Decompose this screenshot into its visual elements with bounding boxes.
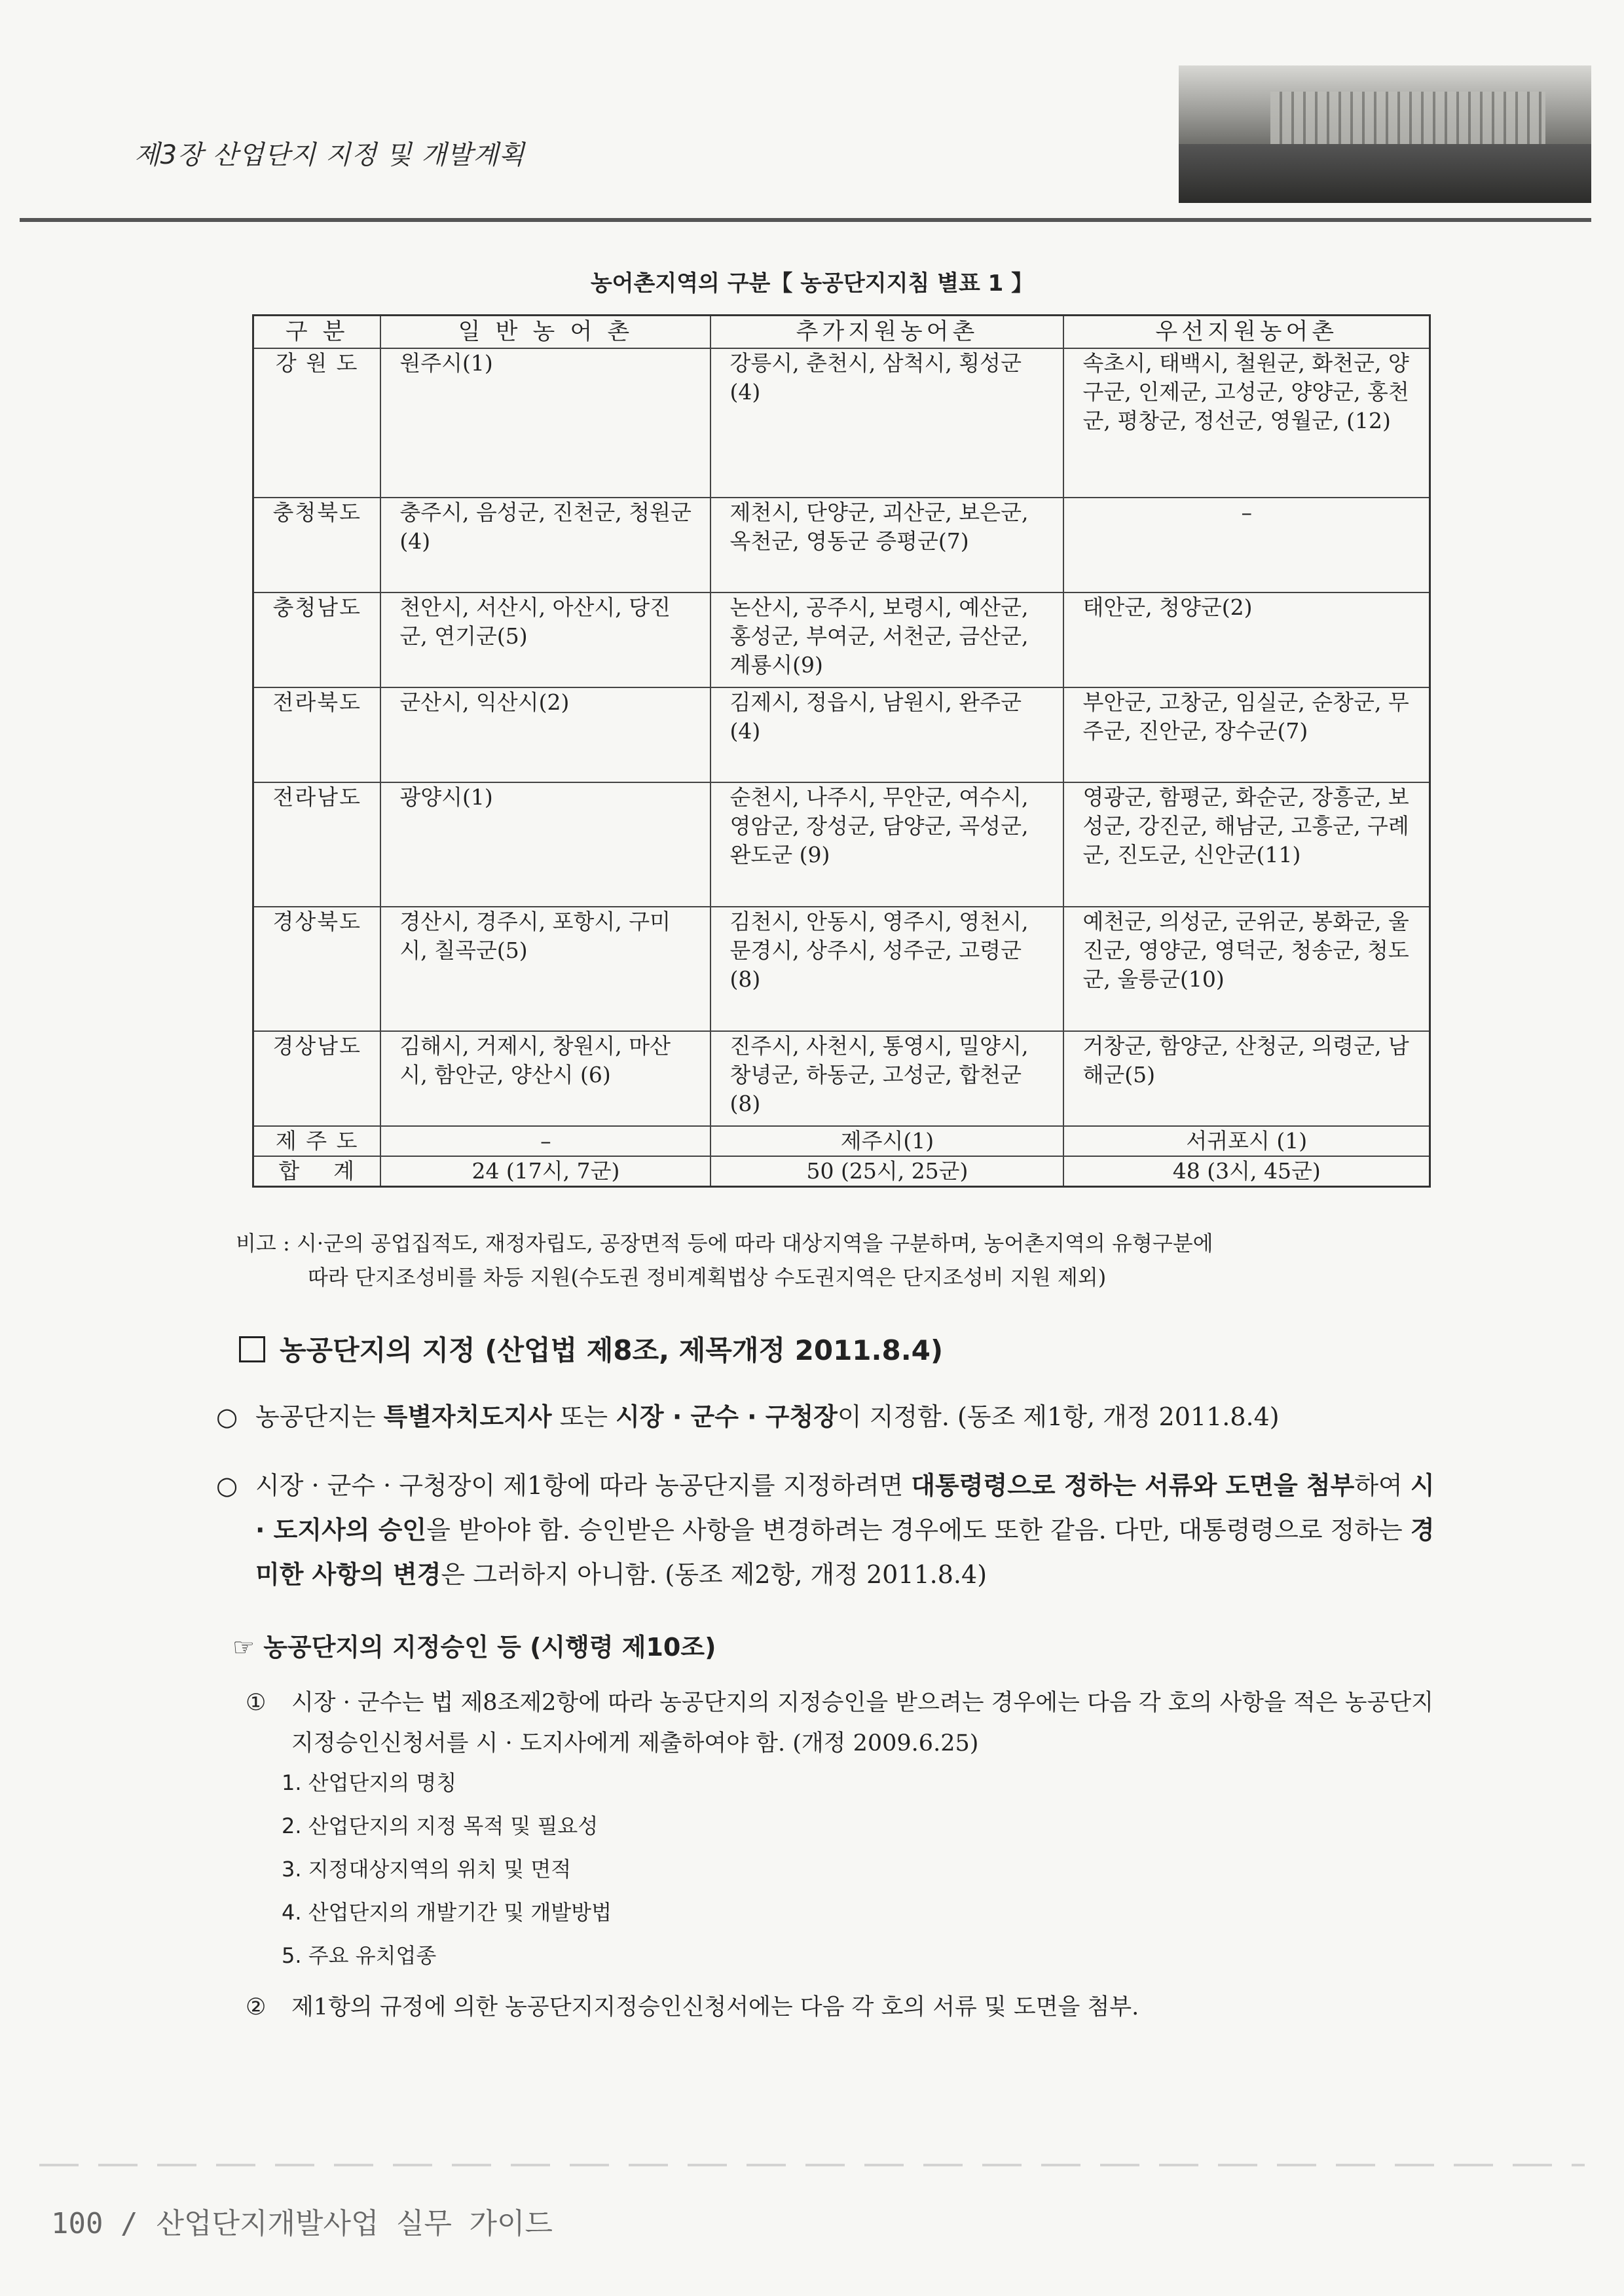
general-cell: 24 (17시, 7군) xyxy=(380,1156,710,1187)
additional-cell: 강릉시, 춘천시, 삼척시, 횡성군(4) xyxy=(710,348,1063,498)
required-items-list xyxy=(282,1761,612,1977)
table-row xyxy=(253,907,1430,1031)
bullet-icon: ○ xyxy=(216,1402,238,1431)
clause-number: ① xyxy=(246,1690,267,1716)
chapter-title: 제3장 산업단지 지정 및 개발계획 xyxy=(134,140,525,170)
region-cell: 전라북도 xyxy=(253,687,381,782)
section-title-text: 농공단지의 지정 (산업법 제8조, 제목개정 2011.8.4) xyxy=(280,1334,944,1366)
general-cell: 원주시(1) xyxy=(380,348,710,498)
book-title: 산업단지개발사업 실무 가이드 xyxy=(156,2207,553,2240)
region-cell: 제 주 도 xyxy=(253,1126,381,1156)
list-item: 1. 산업단지의 명칭 xyxy=(282,1770,457,1795)
region-cell: 강 원 도 xyxy=(253,348,381,498)
paragraph xyxy=(216,1394,1447,1439)
paragraph xyxy=(216,1463,1447,1597)
table-row xyxy=(253,782,1430,907)
region-cell: 경상남도 xyxy=(253,1031,381,1126)
additional-cell: 제주시(1) xyxy=(710,1126,1063,1156)
header-rule xyxy=(20,218,1591,222)
priority-cell: 속초시, 태백시, 철원군, 화천군, 양구군, 인제군, 고성군, 양양군, 홍천군, 평창군, 정선군, 영월군, (12) xyxy=(1063,348,1430,498)
table-row xyxy=(253,592,1430,687)
note-line: 비고 : 시·군의 공업집적도, 재정자립도, 공장면적 등에 따라 대상지역을 구분하며, 농어촌지역의 유형구분에 xyxy=(236,1231,1213,1256)
additional-cell: 진주시, 사천시, 통영시, 밀양시, 창녕군, 하동군, 고성군, 합천군(8) xyxy=(710,1031,1063,1126)
clause-text: 제1항의 규정에 의한 농공단지지정승인신청서에는 다음 각 호의 서류 및 도면을 첨부. xyxy=(291,1994,1139,2020)
region-cell: 경상북도 xyxy=(253,907,381,1031)
table-total-row xyxy=(253,1156,1430,1187)
additional-cell: 김천시, 안동시, 영주시, 영천시, 문경시, 상주시, 성주군, 고령군(8) xyxy=(710,907,1063,1031)
numbered-clause xyxy=(246,1683,1444,1764)
priority-cell: 영광군, 함평군, 화순군, 장흥군, 보성군, 강진군, 해남군, 고흥군, 구례군, 진도군, 신안군(11) xyxy=(1063,782,1430,907)
region-cell: 합 계 xyxy=(253,1156,381,1187)
paragraph-text: 시장 · 군수 · 구청장이 제1항에 따라 농공단지를 지정하려면 대통령령으로 정하는 서류와 도면을 첨부하여 시 · 도지사의 승인을 받아야 함. 승인받은 사항을 변경하려는 경우에도 또한 같음. 다만, 대통령령으로 정하는 경미한 사항의 변경은 그러하지 아니함. (동조 제2항, 개정 2011.8.4) xyxy=(255,1471,1435,1589)
additional-cell: 제천시, 단양군, 괴산군, 보은군, 옥천군, 영동군 증평군(7) xyxy=(710,498,1063,592)
general-cell: 김해시, 거제시, 창원시, 마산시, 함안군, 양산시 (6) xyxy=(380,1031,710,1126)
numbered-clause xyxy=(246,1987,1444,2028)
column-header: 추가지원농어촌 xyxy=(710,316,1063,349)
general-cell: 광양시(1) xyxy=(380,782,710,907)
additional-cell: 논산시, 공주시, 보령시, 예산군, 홍성군, 부여군, 서천군, 금산군, 계룡시(9) xyxy=(710,592,1063,687)
list-item: 4. 산업단지의 개발기간 및 개발방법 xyxy=(282,1900,612,1925)
subsection-title: ☞ 농공단지의 지정승인 등 (시행령 제10조) xyxy=(232,1633,716,1662)
clause-number: ② xyxy=(246,1994,267,2020)
general-cell: – xyxy=(380,1126,710,1156)
additional-cell: 순천시, 나주시, 무안군, 여수시, 영암군, 장성군, 담양군, 곡성군, 완도군 (9) xyxy=(710,782,1063,907)
region-cell: 충청북도 xyxy=(253,498,381,592)
bullet-icon: ○ xyxy=(216,1471,238,1500)
priority-cell: – xyxy=(1063,498,1430,592)
clause-text: 시장 · 군수는 법 제8조제2항에 따라 농공단지의 지정승인을 받으려는 경우에는 다음 각 호의 사항을 적은 농공단지지정승인신청서를 시 · 도지사에게 제출하여야 함. (개정 2009.6.25) xyxy=(291,1690,1433,1757)
general-cell: 경산시, 경주시, 포항시, 구미시, 칠곡군(5) xyxy=(380,907,710,1031)
priority-cell: 48 (3시, 45군) xyxy=(1063,1156,1430,1187)
general-cell: 충주시, 음성군, 진천군, 청원군(4) xyxy=(380,498,710,592)
footer-rule xyxy=(39,2164,1585,2166)
page-footer xyxy=(51,2200,571,2242)
table-header-row xyxy=(253,316,1430,349)
header-photo xyxy=(1179,65,1591,203)
section-title xyxy=(239,1329,943,1368)
general-cell: 군산시, 익산시(2) xyxy=(380,687,710,782)
table-row xyxy=(253,498,1430,592)
table-row xyxy=(253,687,1430,782)
general-cell: 천안시, 서산시, 아산시, 당진군, 연기군(5) xyxy=(380,592,710,687)
column-header: 일 반 농 어 촌 xyxy=(380,316,710,349)
table-row xyxy=(253,1126,1430,1156)
region-cell: 전라남도 xyxy=(253,782,381,907)
priority-cell: 예천군, 의성군, 군위군, 봉화군, 울진군, 영양군, 영덕군, 청송군, 청도군, 울릉군(10) xyxy=(1063,907,1430,1031)
priority-cell: 거창군, 함양군, 산청군, 의령군, 남해군(5) xyxy=(1063,1031,1430,1126)
checkbox-icon xyxy=(239,1336,265,1362)
list-item: 5. 주요 유치업종 xyxy=(282,1943,437,1968)
table-row xyxy=(253,1031,1430,1126)
priority-cell: 서귀포시 (1) xyxy=(1063,1126,1430,1156)
additional-cell: 김제시, 정읍시, 남원시, 완주군(4) xyxy=(710,687,1063,782)
table-note xyxy=(236,1226,1454,1294)
priority-cell: 부안군, 고창군, 임실군, 순창군, 무주군, 진안군, 장수군(7) xyxy=(1063,687,1430,782)
list-item: 3. 지정대상지역의 위치 및 면적 xyxy=(282,1857,572,1882)
table-row xyxy=(253,348,1430,498)
paragraph-text: 농공단지는 특별자치도지사 또는 시장 · 군수 · 구청장이 지정함. (동조 제1항, 개정 2011.8.4) xyxy=(255,1402,1280,1431)
rural-region-table xyxy=(252,314,1431,1188)
region-cell: 충청남도 xyxy=(253,592,381,687)
page-number: 100 / xyxy=(51,2207,138,2240)
note-line: 따라 단지조성비를 차등 지원(수도권 정비계획법상 수도권지역은 단지조성비 지원 제외) xyxy=(308,1265,1107,1290)
table-caption: 농어촌지역의 구분【 농공단지지침 별표 1 】 xyxy=(590,270,1034,297)
list-item: 2. 산업단지의 지정 목적 및 필요성 xyxy=(282,1813,599,1838)
priority-cell: 태안군, 청양군(2) xyxy=(1063,592,1430,687)
additional-cell: 50 (25시, 25군) xyxy=(710,1156,1063,1187)
column-header: 우선지원농어촌 xyxy=(1063,316,1430,349)
column-header: 구 분 xyxy=(253,316,381,349)
